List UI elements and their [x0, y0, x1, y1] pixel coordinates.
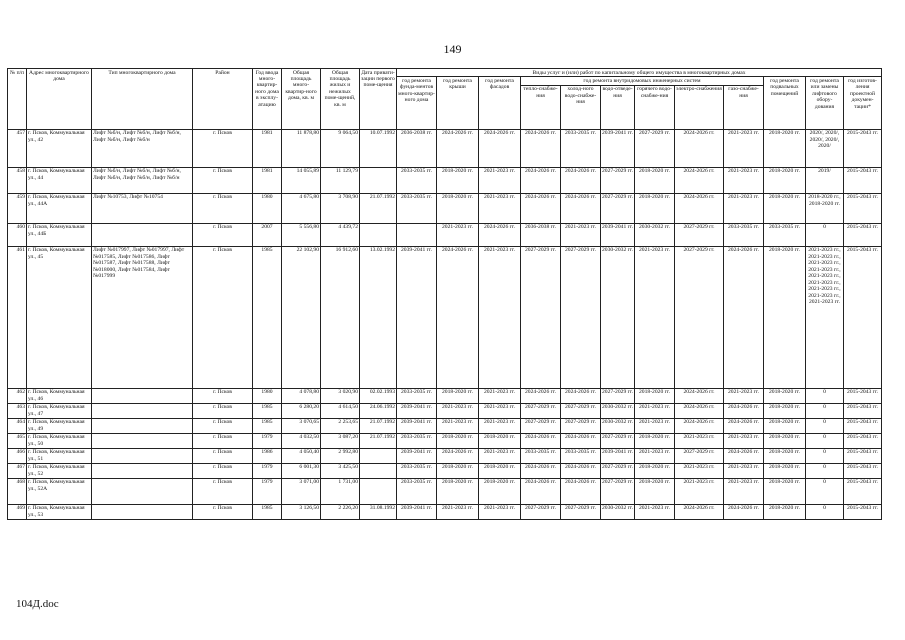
cell-roof-year: 2024-2026 гг. — [437, 448, 479, 463]
cell-roof-year: 2018-2020 гг. — [437, 388, 479, 403]
cell-living-area: 3 708,90 — [321, 193, 360, 223]
cell-row-number: 465 — [8, 433, 27, 448]
header-living-area: Общая площадь жилых и нежилых поме-щений, кв. м — [321, 69, 360, 130]
cell-elevator-year: 0 — [806, 504, 844, 519]
table-row — [8, 246, 882, 388]
cell-electric-year: 2027-2029 гг. — [675, 246, 724, 388]
cell-basement-year: 2018-2020 гг. — [764, 448, 806, 463]
cell-address: г. Псков, Коммунальная ул., 47 — [27, 403, 92, 418]
cell-house-type: Лифт №10753, Лифт №10754 — [92, 193, 193, 223]
cell-elevator-year: 0 — [806, 463, 844, 478]
cell-facade-year: 2021-2023 гг. — [479, 246, 521, 388]
cell-sewer-year: 2027-2029 гг. — [601, 433, 635, 448]
cell-row-number: 466 — [8, 448, 27, 463]
cell-roof-year: 2018-2020 гг. — [437, 463, 479, 478]
cell-cold-water-year: 2024-2026 гг. — [561, 193, 601, 223]
header-facade: год ремонта фасадов — [479, 77, 521, 129]
cell-year-built: 1981 — [253, 129, 282, 167]
cell-privatization-date: 10.07.1992 — [360, 129, 397, 167]
cell-gas-year: 2021-2023 гг. — [724, 478, 764, 504]
cell-hot-water-year: 2021-2023 гг. — [635, 403, 675, 418]
cell-foundation-year: 2039-2041 гг. — [397, 504, 437, 519]
cell-year-built: 1985 — [253, 246, 282, 388]
cell-privatization-date — [360, 463, 397, 478]
cell-heat-year: 2027-2029 гг. — [521, 403, 561, 418]
cell-foundation-year: 2036-2038 гг. — [397, 129, 437, 167]
cell-roof-year: 2018-2020 гг. — [437, 167, 479, 193]
cell-address: г. Псков, Коммунальная ул., 42 — [27, 129, 92, 167]
cell-district: г. Псков — [193, 193, 253, 223]
cell-privatization-date: 21.07.1992 — [360, 193, 397, 223]
cell-foundation-year: 2033-2035 гг. — [397, 388, 437, 403]
cell-cold-water-year: 2033-2035 гг. — [561, 129, 601, 167]
cell-year-built: 1979 — [253, 433, 282, 448]
cell-heat-year: 2027-2029 гг. — [521, 504, 561, 519]
cell-hot-water-year: 2018-2020 гг. — [635, 167, 675, 193]
header-cold-water: холод-ного водо-снабже-ния — [561, 85, 601, 129]
cell-elevator-year: 2018-2020 гг., 2018-2020 гг. — [806, 193, 844, 223]
cell-total-area: 3 070,65 — [282, 418, 321, 433]
cell-design-year: 2015-2043 гг. — [844, 448, 882, 463]
cell-foundation-year: 2033-2035 гг. — [397, 478, 437, 504]
cell-elevator-year: 0 — [806, 388, 844, 403]
cell-cold-water-year: 2033-2035 гг. — [561, 448, 601, 463]
header-address: Адрес многоквартирного дома — [27, 69, 92, 130]
cell-privatization-date — [360, 223, 397, 246]
cell-basement-year: 2018-2020 гг. — [764, 167, 806, 193]
cell-heat-year: 2024-2026 гг. — [521, 129, 561, 167]
cell-basement-year: 2018-2020 гг. — [764, 129, 806, 167]
cell-roof-year: 2021-2023 гг. — [437, 223, 479, 246]
cell-living-area: 11 129,79 — [321, 167, 360, 193]
cell-electric-year: 2021-2023 гг. — [675, 478, 724, 504]
cell-privatization-date: 02.02.1993 — [360, 388, 397, 403]
cell-house-type — [92, 388, 193, 403]
cell-district: г. Псков — [193, 167, 253, 193]
cell-district: г. Псков — [193, 403, 253, 418]
cell-design-year: 2015-2043 гг. — [844, 246, 882, 388]
cell-hot-water-year: 2018-2020 гг. — [635, 433, 675, 448]
cell-facade-year: 2018-2020 гг. — [479, 463, 521, 478]
cell-cold-water-year: 2027-2029 гг. — [561, 246, 601, 388]
cell-privatization-date: 31.08.1992 — [360, 504, 397, 519]
cell-address: г. Псков, Коммунальная ул., 49 — [27, 418, 92, 433]
cell-basement-year: 2018-2020 гг. — [764, 193, 806, 223]
cell-design-year: 2015-2043 гг. — [844, 504, 882, 519]
cell-address: г. Псков, Коммунальная ул., 44А — [27, 193, 92, 223]
cell-address: г. Псков, Коммунальная ул., 46 — [27, 388, 92, 403]
cell-design-year: 2015-2043 гг. — [844, 193, 882, 223]
cell-foundation-year: 2033-2035 гг. — [397, 193, 437, 223]
header-roof: год ремонта крыши — [437, 77, 479, 129]
header-year-built: Год ввода много-квартир-ного дома в эксплу-атацию — [253, 69, 282, 130]
cell-year-built: 1980 — [253, 193, 282, 223]
cell-address: г. Псков, Коммунальная ул., 53 — [27, 504, 92, 519]
cell-facade-year: 2024-2026 гг. — [479, 223, 521, 246]
cell-hot-water-year: 2018-2020 гг. — [635, 478, 675, 504]
cell-cold-water-year: 2024-2026 гг. — [561, 463, 601, 478]
cell-facade-year: 2018-2020 гг. — [479, 478, 521, 504]
cell-foundation-year: 2039-2041 гг. — [397, 448, 437, 463]
cell-house-type — [92, 448, 193, 463]
cell-row-number: 457 — [8, 129, 27, 167]
cell-hot-water-year: 2018-2020 гг. — [635, 388, 675, 403]
cell-sewer-year: 2030-2032 гг. — [601, 418, 635, 433]
cell-foundation-year: 2039-2041 гг. — [397, 403, 437, 418]
cell-house-type — [92, 463, 193, 478]
cell-hot-water-year: 2030-2032 гг. — [635, 223, 675, 246]
cell-elevator-year: 0 — [806, 223, 844, 246]
cell-elevator-year: 0 — [806, 433, 844, 448]
cell-sewer-year: 2027-2029 гг. — [601, 193, 635, 223]
cell-hot-water-year: 2021-2023 гг. — [635, 246, 675, 388]
cell-basement-year: 2018-2020 гг. — [764, 418, 806, 433]
table-row — [8, 403, 882, 418]
header-total-area: Общая площадь много-квартир-ного дома, кв. м — [282, 69, 321, 130]
cell-foundation-year: 2033-2035 гг. — [397, 433, 437, 448]
cell-total-area: 14 055,89 — [282, 167, 321, 193]
cell-house-type: Лифт №017997, Лифт №017997, Лифт №017585, Лифт №017586, Лифт №017587, Лифт №017588, Лифт №018000, Лифт №017584, Лифт №017999 — [92, 246, 193, 388]
cell-electric-year: 2024-2026 гг. — [675, 418, 724, 433]
cell-sewer-year: 2027-2029 гг. — [601, 463, 635, 478]
cell-living-area: 4 614,50 — [321, 403, 360, 418]
header-num: № п/п — [8, 69, 27, 130]
header-elevator: год ремонта или замены лифтового обору-дования — [806, 77, 844, 129]
cell-house-type — [92, 223, 193, 246]
cell-elevator-year: 2020/, 2020/, 2020/, 2020/, 2020/ — [806, 129, 844, 167]
cell-gas-year: 2024-2026 гг. — [724, 418, 764, 433]
cell-privatization-date — [360, 478, 397, 504]
cell-district: г. Псков — [193, 388, 253, 403]
cell-facade-year: 2021-2023 гг. — [479, 504, 521, 519]
cell-year-built: 1985 — [253, 504, 282, 519]
cell-facade-year: 2021-2023 гг. — [479, 403, 521, 418]
cell-cold-water-year: 2024-2026 гг. — [561, 433, 601, 448]
cell-electric-year: 2021-2023 гг. — [675, 433, 724, 448]
cell-sewer-year: 2027-2029 гг. — [601, 167, 635, 193]
cell-design-year: 2015-2043 гг. — [844, 433, 882, 448]
cell-gas-year: 2021-2023 гг. — [724, 463, 764, 478]
cell-living-area: 3 087,20 — [321, 433, 360, 448]
cell-hot-water-year: 2021-2023 гг. — [635, 418, 675, 433]
cell-electric-year: 2027-2029 гг. — [675, 223, 724, 246]
cell-living-area: 3 020,90 — [321, 388, 360, 403]
cell-heat-year: 2024-2026 гг. — [521, 167, 561, 193]
header-hot-water: горячего водо-снабже-ния — [635, 85, 675, 129]
cell-living-area: 2 253,65 — [321, 418, 360, 433]
cell-sewer-year: 2030-2032 гг. — [601, 504, 635, 519]
footer-filename: 104Д.doc — [16, 598, 59, 610]
cell-year-built: 1985 — [253, 403, 282, 418]
cell-cold-water-year: 2027-2029 гг. — [561, 403, 601, 418]
table-row — [8, 129, 882, 167]
cell-heat-year: 2024-2026 гг. — [521, 478, 561, 504]
cell-district: г. Псков — [193, 448, 253, 463]
cell-gas-year: 2024-2026 гг. — [724, 403, 764, 418]
header-sewer: водо-отведе-ния — [601, 85, 635, 129]
cell-cold-water-year: 2027-2029 гг. — [561, 504, 601, 519]
cell-house-type: Лифт №б/н, Лифт №б/н, Лифт №б/н, Лифт №б/н, Лифт №б/н — [92, 129, 193, 167]
cell-sewer-year: 2030-2032 гг. — [601, 403, 635, 418]
cell-electric-year: 2021-2023 гг. — [675, 463, 724, 478]
cell-year-built: 1985 — [253, 418, 282, 433]
cell-living-area: 2 992,80 — [321, 448, 360, 463]
cell-total-area: 4 675,80 — [282, 193, 321, 223]
cell-elevator-year: 0 — [806, 403, 844, 418]
cell-facade-year: 2021-2023 гг. — [479, 418, 521, 433]
cell-foundation-year: 2033-2035 гг. — [397, 463, 437, 478]
cell-total-area: 4 050,40 — [282, 448, 321, 463]
cell-gas-year: 2024-2026 гг. — [724, 246, 764, 388]
cell-cold-water-year: 2024-2026 гг. — [561, 388, 601, 403]
cell-hot-water-year: 2021-2023 гг. — [635, 504, 675, 519]
cell-house-type — [92, 433, 193, 448]
cell-heat-year: 2027-2029 гг. — [521, 418, 561, 433]
table-row — [8, 223, 882, 246]
cell-total-area: 3 071,00 — [282, 478, 321, 504]
cell-total-area: 6 280,20 — [282, 403, 321, 418]
cell-address: г. Псков, Коммунальная ул., 44Б — [27, 223, 92, 246]
cell-year-built: 1980 — [253, 388, 282, 403]
table-row — [8, 504, 882, 519]
cell-roof-year: 2018-2020 гг. — [437, 478, 479, 504]
cell-foundation-year: 2039-2041 гг. — [397, 246, 437, 388]
cell-privatization-date: 21.07.1992 — [360, 433, 397, 448]
cell-house-type: Лифт №б/н, Лифт №б/н, Лифт №б/н, Лифт №б/н, Лифт №б/н, Лифт №б/н — [92, 167, 193, 193]
cell-address: г. Псков, Коммунальная ул., 52А — [27, 478, 92, 504]
page-number: 149 — [443, 42, 462, 56]
cell-row-number: 458 — [8, 167, 27, 193]
cell-facade-year: 2021-2023 гг. — [479, 448, 521, 463]
cell-district: г. Псков — [193, 463, 253, 478]
cell-sewer-year: 2039-2041 гг. — [601, 223, 635, 246]
cell-heat-year: 2024-2026 гг. — [521, 463, 561, 478]
cell-privatization-date — [360, 448, 397, 463]
cell-living-area: 1 731,00 — [321, 478, 360, 504]
cell-electric-year: 2024-2026 гг. — [675, 193, 724, 223]
cell-electric-year: 2024-2026 гг. — [675, 129, 724, 167]
cell-gas-year: 2024-2026 гг. — [724, 448, 764, 463]
cell-electric-year: 2027-2029 гг. — [675, 448, 724, 463]
cell-privatization-date: 24.06.1992 — [360, 403, 397, 418]
table-body — [8, 129, 882, 519]
cell-row-number: 459 — [8, 193, 27, 223]
cell-district: г. Псков — [193, 504, 253, 519]
cell-basement-year: 2018-2020 гг. — [764, 388, 806, 403]
cell-house-type — [92, 478, 193, 504]
cell-heat-year: 2024-2026 гг. — [521, 193, 561, 223]
cell-electric-year: 2024-2026 гг. — [675, 388, 724, 403]
cell-year-built: 1979 — [253, 478, 282, 504]
cell-gas-year: 2024-2026 гг. — [724, 504, 764, 519]
cell-basement-year: 2018-2020 гг. — [764, 246, 806, 388]
cell-address: г. Псков, Коммунальная ул., 45 — [27, 246, 92, 388]
cell-cold-water-year: 2024-2026 гг. — [561, 167, 601, 193]
cell-elevator-year: 2021-2023 гг., 2021-2023 гг., 2021-2023 гг., 2021-2023 гг., 2021-2023 гг., 2021-2023 гг., 2021-2023 гг., 2021-2023 гг., 2021-2023 гг. — [806, 246, 844, 388]
cell-electric-year: 2024-2026 гг. — [675, 504, 724, 519]
cell-sewer-year: 2039-2041 гг. — [601, 129, 635, 167]
header-systems-group: год ремонта внутридомовых инженерных систем — [521, 77, 764, 85]
table-row — [8, 433, 882, 448]
cell-roof-year: 2021-2023 гг. — [437, 418, 479, 433]
table-row — [8, 418, 882, 433]
cell-facade-year: 2021-2023 гг. — [479, 193, 521, 223]
cell-row-number: 463 — [8, 403, 27, 418]
cell-address: г. Псков, Коммунальная ул., 44 — [27, 167, 92, 193]
cell-roof-year: 2021-2023 гг. — [437, 403, 479, 418]
cell-sewer-year: 2030-2032 гг. — [601, 246, 635, 388]
cell-row-number: 462 — [8, 388, 27, 403]
table-row — [8, 463, 882, 478]
cell-design-year: 2015-2043 гг. — [844, 129, 882, 167]
cell-roof-year: 2024-2026 гг. — [437, 246, 479, 388]
cell-house-type — [92, 403, 193, 418]
cell-facade-year: 2021-2023 гг. — [479, 388, 521, 403]
cell-living-area: 2 226,20 — [321, 504, 360, 519]
cell-district: г. Псков — [193, 478, 253, 504]
cell-hot-water-year: 2018-2020 гг. — [635, 193, 675, 223]
cell-district: г. Псков — [193, 433, 253, 448]
cell-total-area: 4 032,50 — [282, 433, 321, 448]
cell-total-area: 3 126,50 — [282, 504, 321, 519]
cell-foundation-year: 2033-2035 гг. — [397, 167, 437, 193]
header-design: год изготов-ления проектной докумен-тации* — [844, 77, 882, 129]
cell-facade-year: 2021-2023 гг. — [479, 167, 521, 193]
cell-living-area: 3 425,50 — [321, 463, 360, 478]
cell-basement-year: 2033-2035 гг. — [764, 223, 806, 246]
cell-year-built: 1981 — [253, 167, 282, 193]
table-row — [8, 193, 882, 223]
header-works-group: Виды услуг и (или) работ по капитальному общего имущества в многоквартирных домах — [397, 69, 882, 77]
cell-elevator-year: 0 — [806, 448, 844, 463]
cell-heat-year: 2033-2035 гг. — [521, 448, 561, 463]
cell-gas-year: 2021-2023 гг. — [724, 433, 764, 448]
cell-design-year: 2015-2043 гг. — [844, 463, 882, 478]
cell-basement-year: 2018-2020 гг. — [764, 463, 806, 478]
cell-gas-year: 2021-2023 гг. — [724, 167, 764, 193]
cell-roof-year: 2018-2020 гг. — [437, 193, 479, 223]
cell-heat-year: 2027-2029 гг. — [521, 246, 561, 388]
cell-house-type — [92, 504, 193, 519]
cell-roof-year: 2021-2023 гг. — [437, 504, 479, 519]
cell-design-year: 2015-2043 гг. — [844, 418, 882, 433]
capital-repair-table — [7, 68, 882, 520]
cell-facade-year: 2024-2026 гг. — [479, 129, 521, 167]
cell-cold-water-year: 2021-2023 гг. — [561, 223, 601, 246]
table-row — [8, 478, 882, 504]
cell-address: г. Псков, Коммунальная ул., 51 — [27, 448, 92, 463]
cell-foundation-year — [397, 223, 437, 246]
cell-basement-year: 2018-2020 гг. — [764, 504, 806, 519]
cell-living-area: 4 439,72 — [321, 223, 360, 246]
header-privatization: Дата привати-зации первого поме-щения — [360, 69, 397, 130]
cell-cold-water-year: 2024-2026 гг. — [561, 478, 601, 504]
cell-row-number: 461 — [8, 246, 27, 388]
header-basement: год ремонта подвальных помещений — [764, 77, 806, 129]
cell-basement-year: 2018-2020 гг. — [764, 478, 806, 504]
cell-total-area: 4 078,80 — [282, 388, 321, 403]
header-foundation: год ремонта фунда-ментов много-квартир-ного дома — [397, 77, 437, 129]
cell-district: г. Псков — [193, 246, 253, 388]
cell-basement-year: 2018-2020 гг. — [764, 433, 806, 448]
header-heat: тепло-снабже-ния — [521, 85, 561, 129]
table-row — [8, 448, 882, 463]
cell-heat-year: 2024-2026 гг. — [521, 433, 561, 448]
cell-total-area: 22 102,90 — [282, 246, 321, 388]
cell-row-number: 464 — [8, 418, 27, 433]
cell-address: г. Псков, Коммунальная ул., 52 — [27, 463, 92, 478]
cell-gas-year: 2033-2035 гг. — [724, 223, 764, 246]
cell-hot-water-year: 2021-2023 гг. — [635, 448, 675, 463]
cell-house-type — [92, 418, 193, 433]
cell-privatization-date: 21.07.1992 — [360, 418, 397, 433]
cell-roof-year: 2018-2020 гг. — [437, 433, 479, 448]
cell-electric-year: 2024-2026 гг. — [675, 403, 724, 418]
cell-design-year: 2015-2043 гг. — [844, 388, 882, 403]
cell-elevator-year: 2019/ — [806, 167, 844, 193]
cell-row-number: 469 — [8, 504, 27, 519]
cell-elevator-year: 0 — [806, 418, 844, 433]
cell-heat-year: 2024-2026 гг. — [521, 388, 561, 403]
cell-design-year: 2015-2043 гг. — [844, 403, 882, 418]
cell-district: г. Псков — [193, 418, 253, 433]
cell-elevator-year: 0 — [806, 478, 844, 504]
cell-total-area: 11 878,80 — [282, 129, 321, 167]
cell-district: г. Псков — [193, 223, 253, 246]
cell-sewer-year: 2027-2029 гг. — [601, 478, 635, 504]
cell-heat-year: 2036-2038 гг. — [521, 223, 561, 246]
cell-district: г. Псков — [193, 129, 253, 167]
header-gas: газо-снабже-ния — [724, 85, 764, 129]
table-row — [8, 167, 882, 193]
cell-electric-year: 2024-2026 гг. — [675, 167, 724, 193]
cell-roof-year: 2024-2026 гг. — [437, 129, 479, 167]
cell-gas-year: 2021-2023 гг. — [724, 129, 764, 167]
header-type: Тип многоквартирного дома — [92, 69, 193, 130]
header-district: Район — [193, 69, 253, 130]
cell-basement-year: 2018-2020 гг. — [764, 403, 806, 418]
cell-foundation-year: 2039-2041 гг. — [397, 418, 437, 433]
cell-privatization-date — [360, 167, 397, 193]
cell-sewer-year: 2027-2029 гг. — [601, 388, 635, 403]
cell-total-area: 6 001,30 — [282, 463, 321, 478]
cell-total-area: 5 556,80 — [282, 223, 321, 246]
cell-facade-year: 2018-2020 гг. — [479, 433, 521, 448]
cell-row-number: 467 — [8, 463, 27, 478]
cell-design-year: 2015-2043 гг. — [844, 167, 882, 193]
cell-hot-water-year: 2027-2029 гг. — [635, 129, 675, 167]
cell-living-area: 16 912,60 — [321, 246, 360, 388]
header-electric: электро-снабжения — [675, 85, 724, 129]
cell-cold-water-year: 2027-2029 гг. — [561, 418, 601, 433]
cell-design-year: 2015-2043 гг. — [844, 478, 882, 504]
cell-year-built: 2007 — [253, 223, 282, 246]
cell-year-built: 1986 — [253, 448, 282, 463]
cell-row-number: 468 — [8, 478, 27, 504]
cell-sewer-year: 2039-2041 гг. — [601, 448, 635, 463]
cell-privatization-date: 13.02.1992 — [360, 246, 397, 388]
cell-design-year: 2015-2043 гг. — [844, 223, 882, 246]
cell-gas-year: 2021-2023 гг. — [724, 388, 764, 403]
cell-address: г. Псков, Коммунальная ул., 50 — [27, 433, 92, 448]
table-row — [8, 388, 882, 403]
cell-gas-year: 2021-2023 гг. — [724, 193, 764, 223]
cell-hot-water-year: 2018-2020 гг. — [635, 463, 675, 478]
cell-year-built: 1979 — [253, 463, 282, 478]
cell-row-number: 460 — [8, 223, 27, 246]
cell-living-area: 9 064,50 — [321, 129, 360, 167]
